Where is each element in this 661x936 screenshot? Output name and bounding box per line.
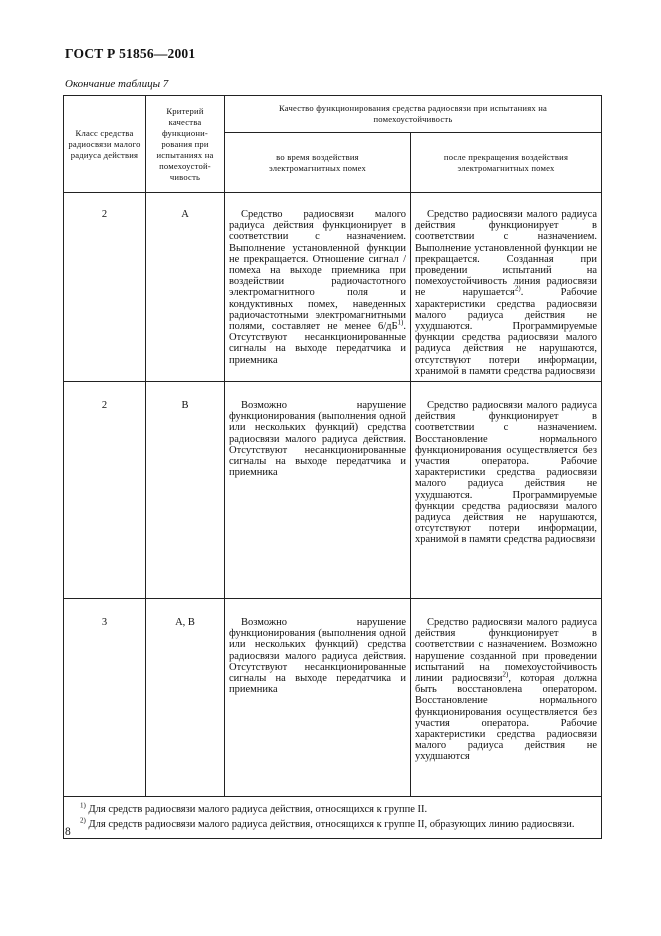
after-text: Средство радиосвязи малого радиуса действия функционирует в соответствии с назначением. Выполнение установленной функции не прекращается. Созданная при проведении испытаний на помехоустойчивость линия радиосвязи не нарушается (415, 209, 597, 299)
during-text: Возможно нарушение функционирования (выполнения одной или нескольких функций) средства радиосвязи малого радиуса действия. Отсутствуют несанкционированные сигналы на выходе передатчика и приемника (229, 400, 406, 479)
class-cell: 2 (64, 382, 146, 599)
after-text-tail: . Рабочие характеристики средства радиосвязи малого радиуса действия не ухудшаются. Программируемые функции средства радиосвязи малого радиуса действия не нарушаются, отсутствуют потери информации, хранимой в памяти средства радиосвязи (415, 287, 597, 377)
table-row (64, 382, 602, 599)
footnote-ref: 2) (502, 670, 509, 679)
table-row (64, 599, 602, 797)
header-during: во время воздействия электромагнитных помех (225, 133, 411, 193)
criterion-cell: А (146, 193, 225, 382)
header-after: после прекращения воздействия электромагнитных помех (411, 133, 602, 193)
after-text: Средство радиосвязи малого радиуса действия функционирует в соответствии с назначением. Восстановление нормального функционирования осуществляется без участия оператора. Рабочие характеристики средства радиосвязи малого радиуса действия не ухудшаются. Программируемые функции средства радиосвязи малого радиуса действия не нарушаются, отсутствуют потери информации, хранимой в памяти средства радиосвязи (415, 400, 597, 546)
standards-table (63, 95, 602, 839)
document-title: ГОСТ Р 51856—2001 (65, 46, 196, 61)
class-cell: 3 (64, 599, 146, 797)
class-cell: 2 (64, 193, 146, 382)
footnotes-row (64, 797, 602, 839)
footnote-text: Для средств радиосвязи малого радиуса действия, относящихся к группе II, образующих линию радиосвязи. (85, 819, 575, 831)
during-text-tail: . Отсутствуют несанкционированные сигналы на выходе передатчика и приемника (229, 321, 406, 366)
footnote-2 (68, 816, 597, 831)
during-text: Возможно нарушение функционирования (выполнения одной или нескольких функций) средства радиосвязи малого радиуса действия. Отсутствуют несанкционированные сигналы на выходе передатчика и приемника (229, 617, 406, 696)
after-text-tail: , которая должна быть восстановлена оператором. Восстановление нормального функционирования осуществляется без участия оператора. Рабочие характеристики средства радиосвязи малого радиуса действия не ухудшаются (415, 673, 597, 763)
page-number: 8 (65, 826, 71, 838)
during-cell (225, 599, 411, 797)
criterion-cell: А, В (146, 599, 225, 797)
header-class: Класс средства радиосвязи малого радиуса действия (64, 96, 146, 193)
after-cell (411, 599, 602, 797)
during-text: Средство радиосвязи малого радиуса действия функционирует в соответствии с назначением. Выполнение установленной функции не прекращается. Отношение сигнал / помеха на выходе приемника при воздействии радиочастотного электромагнитного поля и кондуктивных помех, наведенных радиочастотными электромагнитными полями, составляет не менее 6/дБ (229, 209, 406, 333)
after-cell (411, 193, 602, 382)
footnote-mark: 1) (80, 801, 86, 810)
header-quality: Качество функционирования средства радиосвязи при испытаниях на помехоустойчивость (225, 96, 602, 133)
table-caption: Окончание таблицы 7 (65, 78, 169, 90)
footnote-ref: 2) (514, 284, 521, 293)
footnotes-cell (64, 797, 602, 839)
after-text: Средство радиосвязи малого радиуса действия функционирует в соответствии с назначением. Возможно нарушение созданной при проведении испытаний на помехоустойчивость линии радиосвязи (415, 617, 597, 685)
footnote-text: Для средств радиосвязи малого радиуса действия, относящихся к группе II. (85, 804, 428, 816)
during-cell (225, 382, 411, 599)
criterion-cell: В (146, 382, 225, 599)
during-cell (225, 193, 411, 382)
header-criterion: Критерий качества функциони-рования при испытаниях на помехоустой-чивость (146, 96, 225, 193)
footnote-ref: 1) (397, 318, 404, 327)
table-row (64, 193, 602, 382)
footnote-mark: 2) (80, 816, 86, 825)
after-cell (411, 382, 602, 599)
footnote-1 (68, 801, 597, 816)
